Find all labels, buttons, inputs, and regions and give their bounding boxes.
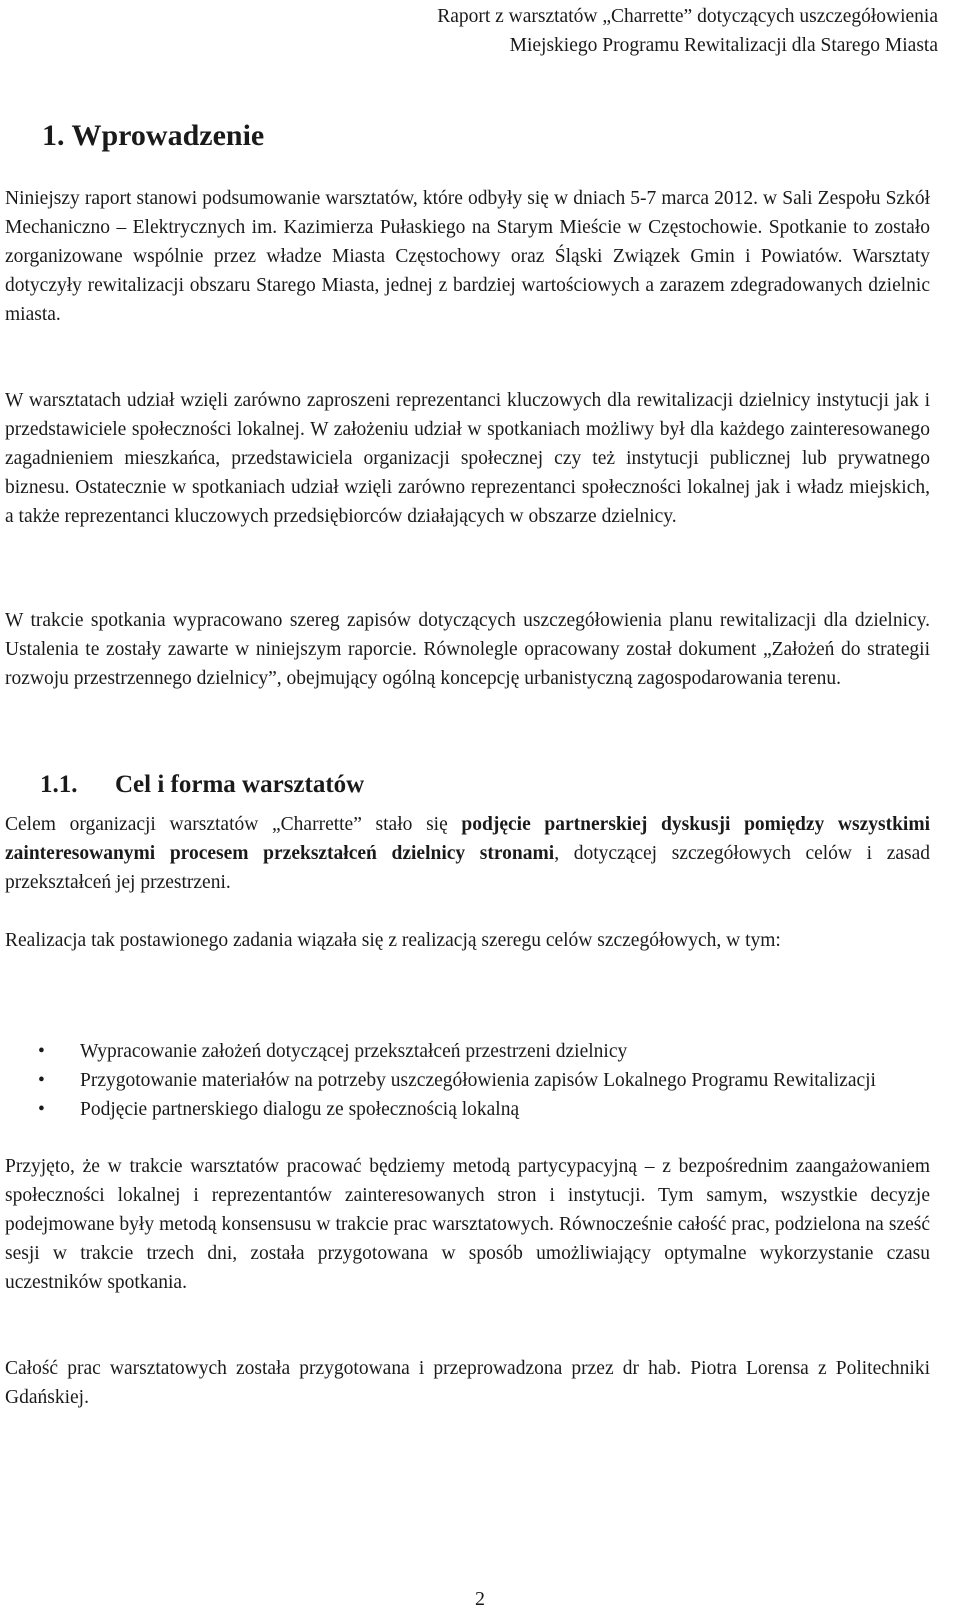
subsection-number: 1.1. xyxy=(40,771,78,798)
paragraph-text: Przyjęto, że w trakcie warsztatów pracować będziemy metodą partycypacyjną – z bezpośrednim zaangażowaniem społeczności lokalnej i reprezentantów zainteresowanych stron i instytucji. Tym samym, wszystkie decyzje podejmowane były metodą konsensusu w trakcie prac warsztatowych. Równocześnie całość prac, podzielona na sześć sesji w trakcie trzech dni, została przygotowana w sposób umożliwiający optymalne wykorzystanie czasu uczestników spotkania. xyxy=(5,1156,930,1293)
bullet-marker: • xyxy=(38,1070,45,1091)
author-paragraph xyxy=(5,1354,930,1412)
subsection-title: Cel i forma warsztatów xyxy=(115,771,365,798)
list-item-text: Przygotowanie materiałów na potrzeby uszczegółowienia zapisów Lokalnego Programu Rewitalizacji xyxy=(80,1070,876,1091)
paragraph-text: Całość prac warsztatowych została przygotowana i przeprowadzona przez dr hab. Piotra Lorensa z Politechniki Gdańskiej. xyxy=(5,1358,930,1408)
page-number: 2 xyxy=(475,1588,485,1610)
section-heading-introduction: 1. Wprowadzenie xyxy=(42,119,265,152)
paragraph-text: W warsztatach udział wzięli zarówno zaproszeni reprezentanci kluczowych dla rewitalizacji dzielnicy instytucji jak i przedstawiciele społeczności lokalnej. W założeniu udział w spotkaniach możliwy był dla każdego zainteresowanego zagadnieniem mieszkańca, przedstawiciela organizacji społecznej czy też instytucji publicznej lub prywatnego biznesu. Ostatecznie w spotkaniach udział wzięli zarówno reprezentanci społeczności lokalnej jak i władz miejskich, a także reprezentanci kluczowych przedsiębiorców działających w obszarze dzielnicy. xyxy=(5,390,930,527)
intro-paragraph-1 xyxy=(5,184,930,329)
intro-paragraph-2 xyxy=(5,386,930,531)
intro-paragraph-3 xyxy=(5,606,930,693)
realization-paragraph xyxy=(5,926,930,955)
paragraph-text: Niniejszy raport stanowi podsumowanie warsztatów, które odbyły się w dniach 5-7 marca 2012. w Sali Zespołu Szkół Mechaniczno – Elektrycznych im. Kazimierza Pułaskiego na Starym Mieście w Częstochowie. Spotkanie to zostało zorganizowane wspólnie przez władze Miasta Częstochowy oraz Śląski Związek Gmin i Powiatów. Warsztaty dotyczyły rewitalizacji obszaru Starego Miasta, jednej z bardziej wartościowych a zarazem zdegradowanych dzielnic miasta. xyxy=(5,188,930,325)
paragraph-text xyxy=(5,810,930,897)
paragraph-text: W trakcie spotkania wypracowano szereg zapisów dotyczących uszczegółowienia planu rewitalizacji dla dzielnicy. Ustalenia te zostały zawarte w niniejszym raporcie. Równolegle opracowany został dokument „Założeń do strategii rozwoju przestrzennego dzielnicy”, obejmujący ogólną koncepcję urbanistyczną zagospodarowania terenu. xyxy=(5,610,930,689)
list-item xyxy=(5,1037,905,1066)
goal-text-start: Celem organizacji warsztatów „Charrette” stało się xyxy=(5,814,462,835)
list-item xyxy=(5,1095,905,1124)
paragraph-text: Realizacja tak postawionego zadania wiązała się z realizacją szeregu celów szczegółowych, w tym: xyxy=(5,930,781,951)
goal-text-end: , dotyczącej szczegółowych celów i zasad przekształceń jej przestrzeni. xyxy=(5,843,930,893)
list-item-text: Wypracowanie założeń dotyczącej przekształceń przestrzeni dzielnicy xyxy=(80,1041,628,1062)
subsection-heading xyxy=(40,770,364,800)
method-paragraph xyxy=(5,1152,930,1297)
goal-text-bold: podjęcie partnerskiej dyskusji pomiędzy wszystkimi zainteresowanymi procesem przekształceń dzielnicy stronami xyxy=(5,814,930,864)
header-line-2: Miejskiego Programu Rewitalizacji dla Starego Miasta xyxy=(509,35,938,56)
running-header xyxy=(437,2,938,60)
goals-bullet-list xyxy=(5,1037,905,1124)
list-item xyxy=(5,1066,905,1095)
header-line-1: Raport z warsztatów „Charrette” dotyczących uszczegółowienia xyxy=(437,6,938,27)
list-item-text: Podjęcie partnerskiego dialogu ze społecznością lokalną xyxy=(80,1099,520,1120)
goal-paragraph xyxy=(5,810,930,897)
bullet-marker: • xyxy=(38,1099,45,1120)
bullet-marker: • xyxy=(38,1041,45,1062)
